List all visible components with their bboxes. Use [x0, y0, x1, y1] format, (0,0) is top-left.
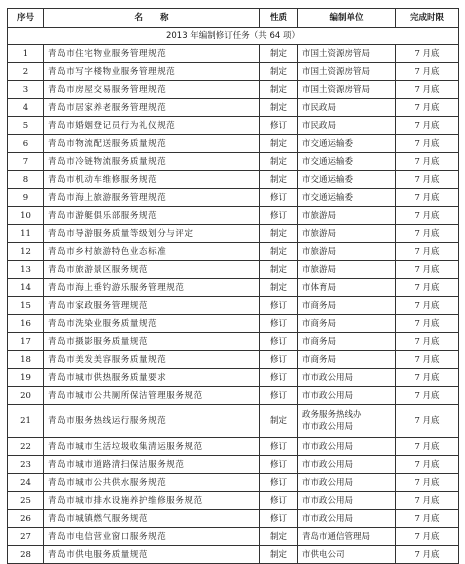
- row-due: 7 月底: [396, 243, 459, 261]
- row-unit: 市国土资源房管局: [298, 45, 396, 63]
- row-no: 9: [8, 189, 44, 207]
- row-no: 28: [8, 546, 44, 564]
- row-no: 7: [8, 153, 44, 171]
- header-nature: 性质: [260, 9, 298, 28]
- row-unit: 市市政公用局: [298, 492, 396, 510]
- row-nature: 制定: [260, 45, 298, 63]
- row-name: 青岛市城市排水设施养护维修服务规范: [44, 492, 260, 510]
- row-no: 3: [8, 81, 44, 99]
- row-nature: 制定: [260, 279, 298, 297]
- row-unit-line: 政务服务热线办: [302, 410, 362, 420]
- row-no: 13: [8, 261, 44, 279]
- row-unit: 市旅游局: [298, 261, 396, 279]
- table-row: [8, 171, 459, 189]
- row-unit: 市旅游局: [298, 207, 396, 225]
- row-nature: 制定: [260, 546, 298, 564]
- row-due: 7 月底: [396, 171, 459, 189]
- row-unit: 市市政公用局: [298, 474, 396, 492]
- row-due: 7 月底: [396, 333, 459, 351]
- row-due: 7 月底: [396, 99, 459, 117]
- row-nature: 制定: [260, 153, 298, 171]
- row-nature: 制定: [260, 405, 298, 438]
- row-nature: 制定: [260, 99, 298, 117]
- table-row: [8, 438, 459, 456]
- row-due: 7 月底: [396, 189, 459, 207]
- row-name: 青岛市导游服务质量等级划分与评定: [44, 225, 260, 243]
- row-nature: 制定: [260, 81, 298, 99]
- row-no: 15: [8, 297, 44, 315]
- row-due: 7 月底: [396, 45, 459, 63]
- row-name: 青岛市电信营业窗口服务规范: [44, 528, 260, 546]
- table-row: [8, 81, 459, 99]
- row-name: 青岛市乡村旅游特色业态标准: [44, 243, 260, 261]
- row-no: 25: [8, 492, 44, 510]
- row-due: 7 月底: [396, 225, 459, 243]
- row-unit: 市国土资源房管局: [298, 63, 396, 81]
- header-row: [8, 9, 459, 28]
- row-no: 20: [8, 387, 44, 405]
- table-row: [8, 117, 459, 135]
- row-nature: 修订: [260, 315, 298, 333]
- table-row: [8, 153, 459, 171]
- row-name: 青岛市婚姻登记员行为礼仪规范: [44, 117, 260, 135]
- row-due: 7 月底: [396, 387, 459, 405]
- table-row: [8, 405, 459, 438]
- table-row: [8, 261, 459, 279]
- row-no: 8: [8, 171, 44, 189]
- row-no: 16: [8, 315, 44, 333]
- row-name: 青岛市城市道路清扫保洁服务规范: [44, 456, 260, 474]
- row-unit: 青岛市通信管理局: [298, 528, 396, 546]
- header-due: 完成时限: [396, 9, 459, 28]
- row-nature: 修订: [260, 438, 298, 456]
- row-due: 7 月底: [396, 369, 459, 387]
- row-no: 19: [8, 369, 44, 387]
- row-nature: 制定: [260, 528, 298, 546]
- row-due: 7 月底: [396, 546, 459, 564]
- row-unit: 市商务局: [298, 333, 396, 351]
- table-row: [8, 207, 459, 225]
- row-name: 青岛市冷链物流服务质量规范: [44, 153, 260, 171]
- section-row: [8, 28, 459, 45]
- row-unit: 市市政公用局: [298, 510, 396, 528]
- row-unit: 市体育局: [298, 279, 396, 297]
- row-unit-line: 市市政公用局: [302, 422, 354, 432]
- row-unit: 市市政公用局: [298, 387, 396, 405]
- row-nature: 修订: [260, 117, 298, 135]
- section-title: 2013 年编制修订任务（共 64 项）: [8, 28, 459, 45]
- row-nature: 修订: [260, 369, 298, 387]
- row-no: 22: [8, 438, 44, 456]
- row-unit: 市交通运输委: [298, 135, 396, 153]
- row-due: 7 月底: [396, 315, 459, 333]
- row-name: 青岛市房屋交易服务管理规范: [44, 81, 260, 99]
- table-row: [8, 315, 459, 333]
- table-row: [8, 474, 459, 492]
- table-row: [8, 456, 459, 474]
- table-row: [8, 387, 459, 405]
- row-nature: 修订: [260, 510, 298, 528]
- row-due: 7 月底: [396, 510, 459, 528]
- table-row: [8, 369, 459, 387]
- row-nature: 修订: [260, 456, 298, 474]
- table-row: [8, 279, 459, 297]
- table-row: [8, 243, 459, 261]
- row-name: 青岛市居家养老服务管理规范: [44, 99, 260, 117]
- row-name: 青岛市游艇俱乐部服务规范: [44, 207, 260, 225]
- row-due: 7 月底: [396, 207, 459, 225]
- row-unit: 市民政局: [298, 117, 396, 135]
- table-row: [8, 135, 459, 153]
- row-no: 5: [8, 117, 44, 135]
- row-no: 27: [8, 528, 44, 546]
- row-due: 7 月底: [396, 405, 459, 438]
- row-due: 7 月底: [396, 351, 459, 369]
- header-no: 序号: [8, 9, 44, 28]
- row-due: 7 月底: [396, 456, 459, 474]
- row-unit: 市民政局: [298, 99, 396, 117]
- row-no: 24: [8, 474, 44, 492]
- row-unit: 市商务局: [298, 351, 396, 369]
- row-name: 青岛市海上垂钓游乐服务管理规范: [44, 279, 260, 297]
- row-unit: 市市政公用局: [298, 456, 396, 474]
- table-row: [8, 333, 459, 351]
- row-no: 12: [8, 243, 44, 261]
- row-due: 7 月底: [396, 135, 459, 153]
- row-unit: 市旅游局: [298, 225, 396, 243]
- row-due: 7 月底: [396, 528, 459, 546]
- row-name: 青岛市洗染业服务质量规范: [44, 315, 260, 333]
- row-no: 21: [8, 405, 44, 438]
- row-name: 青岛市机动车维修服务规范: [44, 171, 260, 189]
- row-no: 11: [8, 225, 44, 243]
- row-name: 青岛市供电服务质量规范: [44, 546, 260, 564]
- row-unit: 市交通运输委: [298, 171, 396, 189]
- table-row: [8, 45, 459, 63]
- row-due: 7 月底: [396, 81, 459, 99]
- row-no: 14: [8, 279, 44, 297]
- row-nature: 修订: [260, 387, 298, 405]
- row-name: 青岛市海上旅游服务管理规范: [44, 189, 260, 207]
- row-unit: 市国土资源房管局: [298, 81, 396, 99]
- row-name: 青岛市摄影服务质量规范: [44, 333, 260, 351]
- row-nature: 制定: [260, 135, 298, 153]
- row-unit: 市供电公司: [298, 546, 396, 564]
- row-unit: 市商务局: [298, 297, 396, 315]
- row-due: 7 月底: [396, 438, 459, 456]
- table-row: [8, 351, 459, 369]
- row-unit: 市市政公用局: [298, 369, 396, 387]
- row-unit: 市交通运输委: [298, 153, 396, 171]
- table-row: [8, 189, 459, 207]
- row-nature: 修订: [260, 189, 298, 207]
- header-name: 名 称: [44, 9, 260, 28]
- row-no: 17: [8, 333, 44, 351]
- task-table: [7, 8, 459, 564]
- row-name: 青岛市城市供热服务质量要求: [44, 369, 260, 387]
- row-name: 青岛市城市公共供水服务规范: [44, 474, 260, 492]
- row-name: 青岛市城市公共厕所保洁管理服务规范: [44, 387, 260, 405]
- table-row: [8, 297, 459, 315]
- row-name: 青岛市美发美容服务质量规范: [44, 351, 260, 369]
- header-unit: 编制单位: [298, 9, 396, 28]
- row-unit: [298, 405, 396, 438]
- row-due: 7 月底: [396, 261, 459, 279]
- table-row: [8, 63, 459, 81]
- table-row: [8, 546, 459, 564]
- row-no: 2: [8, 63, 44, 81]
- row-nature: 制定: [260, 261, 298, 279]
- row-name: 青岛市城市生活垃圾收集清运服务规范: [44, 438, 260, 456]
- row-name: 青岛市家政服务管理规范: [44, 297, 260, 315]
- row-nature: 制定: [260, 63, 298, 81]
- row-no: 1: [8, 45, 44, 63]
- row-nature: 修订: [260, 297, 298, 315]
- row-nature: 修订: [260, 492, 298, 510]
- row-due: 7 月底: [396, 63, 459, 81]
- row-no: 10: [8, 207, 44, 225]
- row-name: 青岛市物流配送服务质量规范: [44, 135, 260, 153]
- row-no: 23: [8, 456, 44, 474]
- row-nature: 制定: [260, 171, 298, 189]
- table-row: [8, 99, 459, 117]
- row-nature: 制定: [260, 243, 298, 261]
- row-name: 青岛市住宅物业服务管理规范: [44, 45, 260, 63]
- row-nature: 修订: [260, 333, 298, 351]
- row-name: 青岛市写字楼物业服务管理规范: [44, 63, 260, 81]
- row-no: 4: [8, 99, 44, 117]
- row-unit: 市交通运输委: [298, 189, 396, 207]
- row-name: 青岛市旅游景区服务规范: [44, 261, 260, 279]
- row-due: 7 月底: [396, 297, 459, 315]
- row-name: 青岛市服务热线运行服务规范: [44, 405, 260, 438]
- row-nature: 修订: [260, 474, 298, 492]
- row-due: 7 月底: [396, 492, 459, 510]
- row-due: 7 月底: [396, 117, 459, 135]
- row-nature: 修订: [260, 207, 298, 225]
- row-nature: 修订: [260, 351, 298, 369]
- table-row: [8, 492, 459, 510]
- table-row: [8, 225, 459, 243]
- row-no: 18: [8, 351, 44, 369]
- row-name: 青岛市城镇燃气服务规范: [44, 510, 260, 528]
- row-due: 7 月底: [396, 153, 459, 171]
- row-unit: 市旅游局: [298, 243, 396, 261]
- row-unit: 市市政公用局: [298, 438, 396, 456]
- table-row: [8, 510, 459, 528]
- row-nature: 制定: [260, 225, 298, 243]
- row-no: 6: [8, 135, 44, 153]
- table-row: [8, 528, 459, 546]
- row-due: 7 月底: [396, 474, 459, 492]
- row-due: 7 月底: [396, 279, 459, 297]
- row-no: 26: [8, 510, 44, 528]
- row-unit: 市商务局: [298, 315, 396, 333]
